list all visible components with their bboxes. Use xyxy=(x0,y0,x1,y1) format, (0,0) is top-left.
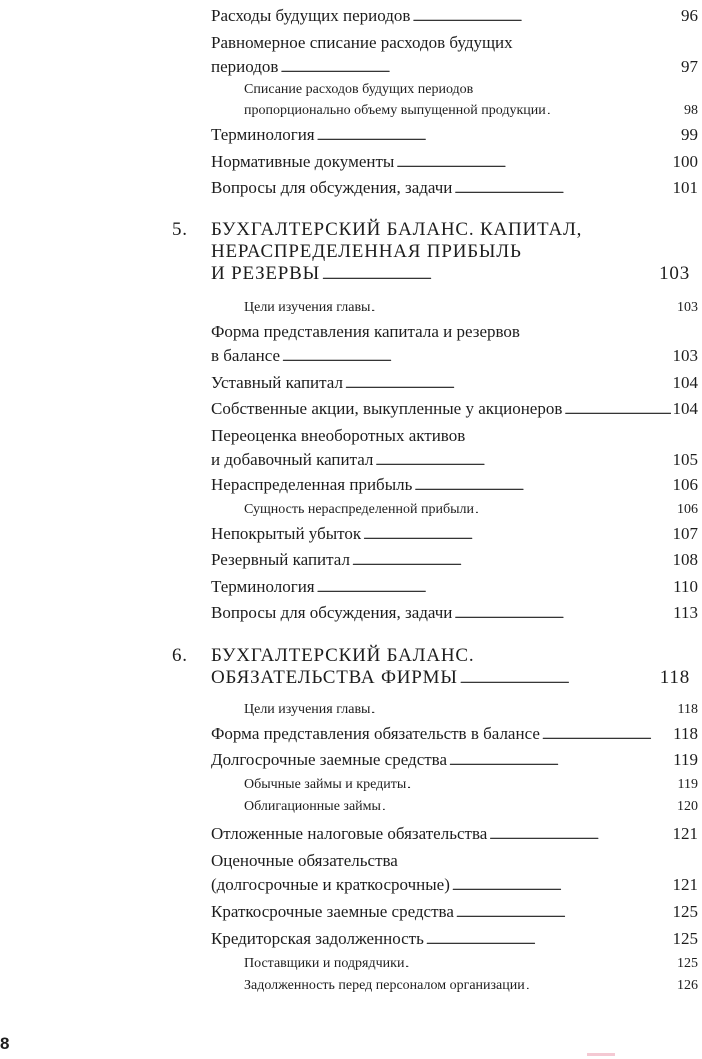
toc-entry-title: Собственные акции, выкупленные у акционеров xyxy=(211,399,563,418)
toc-entry xyxy=(211,900,698,925)
dot-leader xyxy=(372,698,675,723)
dot-leader xyxy=(282,344,670,369)
toc-entry-title: Вопросы для обсуждения, задачи xyxy=(211,603,453,622)
chapter-title-line2: НЕРАСПРЕДЕЛЕННАЯ ПРИБЫЛЬ xyxy=(211,241,522,262)
toc-entry-title: Нераспределенная прибыль xyxy=(211,475,413,494)
toc-entry xyxy=(211,522,698,547)
toc-entry-page: 125 xyxy=(677,956,698,971)
toc-entry-title: Сущность нераспределенной прибыли xyxy=(244,502,474,517)
toc-entry-title-line1: Переоценка внеоборотных активов xyxy=(211,426,466,445)
toc-entry xyxy=(211,397,698,422)
dot-leader xyxy=(452,873,671,898)
toc-entry-page: 103 xyxy=(672,346,698,365)
toc-subentry xyxy=(244,795,698,820)
chapter-title-line3: И РЕЗЕРВЫ xyxy=(211,263,321,284)
dot-leader xyxy=(527,974,675,999)
toc-entry-page: 119 xyxy=(673,750,698,769)
toc-entry-page: 104 xyxy=(672,373,698,392)
toc-entry xyxy=(211,320,698,369)
toc-entry-title: Облигационные займы xyxy=(244,799,381,814)
toc-entry-title: Вопросы для обсуждения, задачи xyxy=(211,178,453,197)
toc-entry xyxy=(211,822,698,847)
toc-entry xyxy=(211,473,698,498)
toc-entry-page: 106 xyxy=(672,475,698,494)
toc-subentry xyxy=(244,296,698,321)
toc-entry xyxy=(211,150,698,175)
toc-entry-title: Обычные займы и кредиты xyxy=(244,777,407,792)
toc-entry-page: 108 xyxy=(672,550,698,569)
dot-leader xyxy=(456,900,671,925)
toc-entry-title: Поставщики и подрядчики xyxy=(244,956,405,971)
toc-entry-page: 106 xyxy=(677,502,698,517)
chapter-page: 118 xyxy=(659,667,690,688)
toc-entry-page: 118 xyxy=(673,724,698,743)
toc-entry-page: 96 xyxy=(681,6,698,25)
toc-entry-title: Непокрытый убыток xyxy=(211,524,362,543)
toc-entry-page: 119 xyxy=(677,777,698,792)
toc-entry-title: Форма представления обязательств в балансе xyxy=(211,724,540,743)
toc-entry-title-line1: Форма представления капитала и резервов xyxy=(211,322,520,341)
toc-entry xyxy=(211,548,698,573)
scan-mark xyxy=(587,1053,615,1056)
toc-entry-title-line2: и добавочный капитал xyxy=(211,450,374,469)
toc-entry xyxy=(211,4,698,29)
dot-leader xyxy=(454,601,671,626)
toc-entry-title-line2: периодов xyxy=(211,57,279,76)
dot-leader xyxy=(383,795,675,820)
toc-entry xyxy=(211,424,698,473)
toc-entry-title: Кредиторская задолженность xyxy=(211,929,424,948)
toc-entry-page: 104 xyxy=(672,399,698,418)
dot-leader xyxy=(352,548,671,573)
toc-entry xyxy=(211,722,698,747)
toc-entry xyxy=(211,31,698,80)
toc-entry-page: 107 xyxy=(672,524,698,543)
dot-leader xyxy=(396,150,670,175)
toc-entry-page: 99 xyxy=(681,125,698,144)
toc-entry-page: 121 xyxy=(672,875,698,894)
toc-entry-title: Терминология xyxy=(211,125,315,144)
toc-entry-title: Цели изучения главы xyxy=(244,300,371,315)
toc-entry-title-line2: (долгосрочные и краткосрочные) xyxy=(211,875,450,894)
dot-leader xyxy=(375,448,670,473)
dot-leader xyxy=(317,575,671,600)
dot-leader xyxy=(280,55,679,80)
toc-entry xyxy=(211,575,698,600)
toc-entry-page: 121 xyxy=(672,824,698,843)
dot-leader xyxy=(426,927,671,952)
toc-entry-page: 98 xyxy=(684,103,698,118)
toc-entry-title-line1: Равномерное списание расходов будущих xyxy=(211,33,513,52)
dot-leader xyxy=(476,498,675,523)
chapter-title-line1: БУХГАЛТЕРСКИЙ БАЛАНС. xyxy=(211,645,475,666)
dot-leader xyxy=(372,296,675,321)
toc-entry-title-line1: Оценочные обязательства xyxy=(211,851,398,870)
toc-entry xyxy=(211,176,698,201)
dot-leader xyxy=(317,123,679,148)
chapter-title-line1: БУХГАЛТЕРСКИЙ БАЛАНС. КАПИТАЛ, xyxy=(211,219,583,240)
toc-entry-page: 110 xyxy=(673,577,698,596)
toc-entry-page: 103 xyxy=(677,300,698,315)
dot-leader xyxy=(489,822,670,847)
dot-leader xyxy=(449,748,671,773)
toc-entry xyxy=(211,371,698,396)
toc-entry xyxy=(211,927,698,952)
toc-entry-title: Отложенные налоговые обязательства xyxy=(211,824,488,843)
toc-entry-page: 125 xyxy=(672,929,698,948)
toc-entry-page: 113 xyxy=(673,603,698,622)
chapter-page: 103 xyxy=(659,263,690,284)
page-number: 8 xyxy=(0,1034,10,1053)
dot-leader xyxy=(548,100,682,122)
dot-leader xyxy=(322,263,657,286)
toc-entry-title: Цели изучения главы xyxy=(244,702,371,717)
toc-entry-page: 125 xyxy=(672,902,698,921)
toc-entry xyxy=(211,601,698,626)
toc-entry-title: Долгосрочные заемные средства xyxy=(211,750,448,769)
dot-leader xyxy=(412,4,679,29)
toc-entry-title: Нормативные документы xyxy=(211,152,395,171)
dot-leader xyxy=(564,397,670,422)
toc-entry-page: 118 xyxy=(677,702,698,717)
toc-entry xyxy=(211,849,698,898)
toc-subentry xyxy=(244,698,698,723)
toc-entry-title-line1: Списание расходов будущих периодов xyxy=(244,82,474,97)
dot-leader xyxy=(363,522,670,547)
toc-entry-page: 101 xyxy=(672,178,698,197)
toc-entry-title: Резервный капитал xyxy=(211,550,350,569)
toc-entry xyxy=(211,123,698,148)
dot-leader xyxy=(460,667,658,690)
chapter-title-line2: ОБЯЗАТЕЛЬСТВА ФИРМЫ xyxy=(211,667,458,688)
toc-entry-title: Краткосрочные заемные средства xyxy=(211,902,454,921)
toc-entry xyxy=(211,748,698,773)
toc-entry-title: Уставный капитал xyxy=(211,373,343,392)
toc-entry-page: 120 xyxy=(677,799,698,814)
toc-entry-title-line2: в балансе xyxy=(211,346,281,365)
toc-subentry xyxy=(244,974,698,999)
toc-entry-title: Терминология xyxy=(211,577,315,596)
toc-subentry xyxy=(244,498,698,523)
dot-leader xyxy=(454,176,670,201)
chapter-number: 6. xyxy=(172,645,188,666)
toc-subentry xyxy=(244,79,698,122)
toc-entry-page: 97 xyxy=(681,57,698,76)
dot-leader xyxy=(414,473,670,498)
toc-entry-page: 105 xyxy=(672,450,698,469)
toc-entry-page: 100 xyxy=(672,152,698,171)
dot-leader xyxy=(542,722,671,747)
dot-leader xyxy=(345,371,671,396)
toc-entry-title: Задолженность перед персоналом организации xyxy=(244,978,525,993)
toc-entry-page: 126 xyxy=(677,978,698,993)
chapter-number: 5. xyxy=(172,219,188,240)
toc-entry-title: Расходы будущих периодов xyxy=(211,6,411,25)
toc-entry-title-line2: пропорционально объему выпущенной продукции xyxy=(244,103,546,118)
